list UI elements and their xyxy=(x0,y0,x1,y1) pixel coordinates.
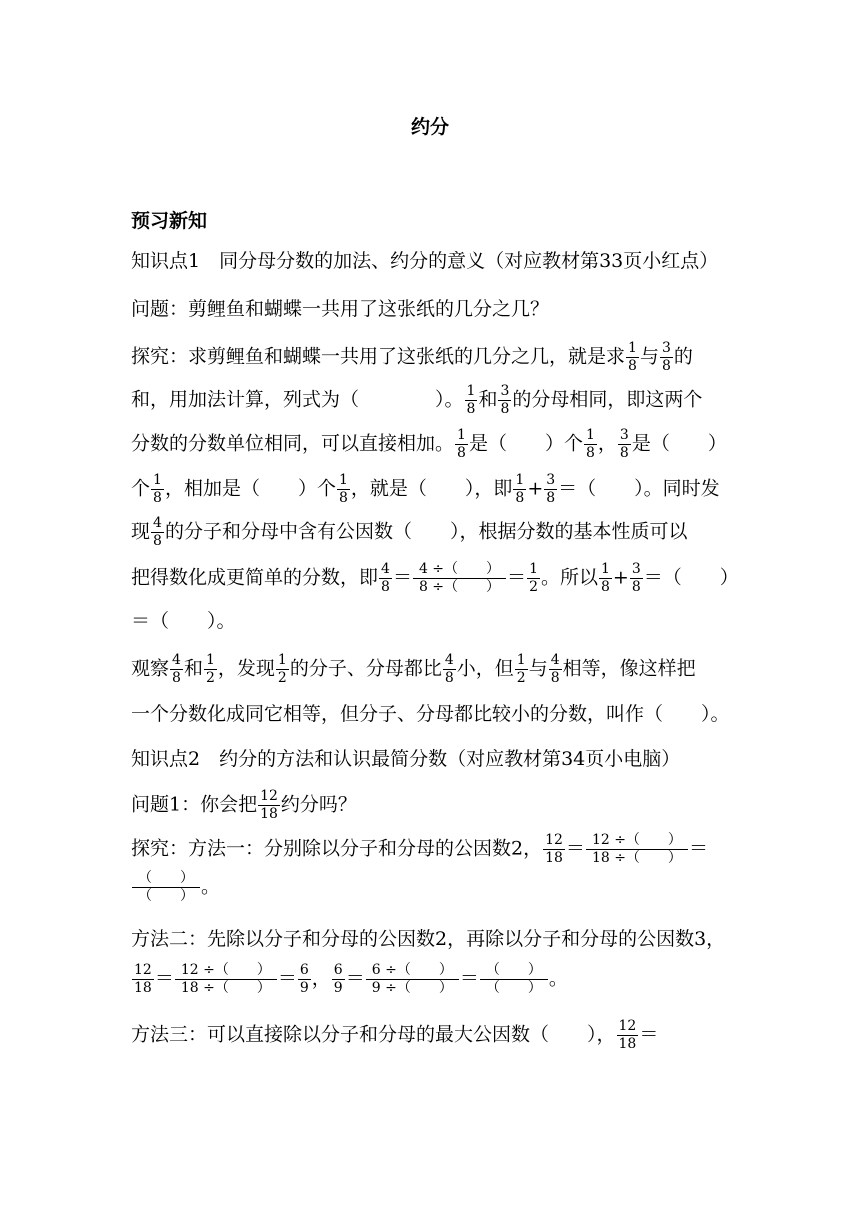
denominator: 8 xyxy=(619,445,629,461)
fraction xyxy=(515,652,528,687)
fraction xyxy=(151,515,164,550)
numerator: 1 xyxy=(205,652,215,668)
denominator: 8 xyxy=(466,401,476,417)
fraction xyxy=(527,561,540,596)
numerator: 1 xyxy=(585,427,595,443)
denominator: 8 xyxy=(444,670,454,686)
numerator: 3 xyxy=(631,561,641,577)
fraction xyxy=(132,870,200,905)
fraction xyxy=(366,962,459,997)
text: 的 xyxy=(673,345,693,368)
method-3-line xyxy=(131,1018,658,1053)
numerator: 12 xyxy=(618,1018,637,1034)
text: 和，用加法计算，列式为（ ）。 xyxy=(131,388,464,411)
text: ＝ xyxy=(688,837,708,860)
text: 探究：求剪鲤鱼和蝴蝶一共用了这张纸的几分之几，就是求 xyxy=(131,345,626,368)
text: 是（ ） xyxy=(631,432,727,455)
denominator: 8 xyxy=(153,490,162,506)
fraction xyxy=(413,561,506,596)
text: 把得数化成更简单的分数，即 xyxy=(131,566,379,589)
text: ＝ xyxy=(507,566,527,589)
denominator: 2 xyxy=(529,579,538,595)
text: ，发现 xyxy=(217,657,275,680)
method-1-line xyxy=(131,832,708,867)
numerator: 12 xyxy=(134,962,152,978)
numerator: 1 xyxy=(153,472,162,488)
text: 与 xyxy=(528,657,548,680)
numerator: 6 ÷（ ） xyxy=(366,962,459,980)
text: 分数的分数单位相同，可以直接相加。 xyxy=(131,432,455,455)
numerator: 1 xyxy=(515,472,525,488)
text: ， xyxy=(311,967,331,990)
denominator: 8 xyxy=(500,401,510,417)
denominator: （ ） xyxy=(485,980,542,996)
text: 与 xyxy=(639,345,659,368)
section-heading: 预习新知 xyxy=(131,210,208,232)
fraction xyxy=(465,383,478,418)
fraction xyxy=(586,832,688,867)
numerator: 1 xyxy=(457,427,466,443)
observe-line-1 xyxy=(131,652,696,687)
knowledge-point-2-heading: 知识点2 约分的方法和认识最简分数（对应教材第34页小电脑） xyxy=(131,748,681,770)
fraction xyxy=(543,832,565,867)
text: 探究：方法一：分别除以分子和分母的公因数2， xyxy=(131,837,543,860)
fraction xyxy=(132,962,154,997)
denominator: 18 ÷（ ） xyxy=(591,850,682,866)
text: 的分子和分母中含有公因数（ ），根据分数的基本性质可以 xyxy=(164,520,688,543)
denominator: 2 xyxy=(205,670,215,686)
numerator: （ ） xyxy=(480,962,548,980)
numerator: 6 xyxy=(299,962,309,978)
numerator: 1 xyxy=(338,472,348,488)
fraction xyxy=(151,472,164,507)
text: ＝（ ） xyxy=(643,566,739,589)
numerator: 4 xyxy=(153,515,162,531)
explore-line-3 xyxy=(131,427,727,462)
denominator: 8 xyxy=(457,445,466,461)
text: 。所以 xyxy=(540,566,598,589)
fraction xyxy=(332,962,345,997)
numerator: 3 xyxy=(661,340,671,356)
text: 是（ ）个 xyxy=(468,432,583,455)
denominator: 8 xyxy=(661,358,671,374)
text: ＝ xyxy=(345,967,365,990)
denominator: 8 xyxy=(172,670,181,686)
plus-sign: + xyxy=(612,566,629,589)
question-1: 问题：剪鲤鱼和蝴蝶一共用了这张纸的几分之几？ xyxy=(131,298,550,320)
fraction xyxy=(498,383,511,418)
numerator: 1 xyxy=(516,652,526,668)
denominator: 18 xyxy=(260,806,278,822)
denominator: 8 xyxy=(550,670,560,686)
numerator: 12 xyxy=(545,832,563,848)
denominator: （ ） xyxy=(138,888,194,904)
page-title: 约分 xyxy=(410,116,449,138)
text: ，相加是（ ）个 xyxy=(164,477,336,500)
text: ＝ xyxy=(154,967,174,990)
method-1-result-line xyxy=(131,870,220,905)
numerator: 12 xyxy=(260,788,278,804)
fraction xyxy=(480,962,548,997)
denominator: 8 xyxy=(628,358,637,374)
denominator: 9 xyxy=(299,980,309,996)
denominator: 8 xyxy=(601,579,610,595)
numerator: 12 ÷（ ） xyxy=(586,832,688,850)
denominator: 8 xyxy=(153,533,162,549)
numerator: 4 ÷（ ） xyxy=(413,561,506,579)
fraction xyxy=(584,427,597,462)
text: 的分子、分母都比 xyxy=(289,657,442,680)
text: 问题1：你会把 xyxy=(131,793,258,816)
text: ，就是（ ），即 xyxy=(350,477,513,500)
fraction xyxy=(513,472,526,507)
explore-line-6 xyxy=(131,561,739,596)
question-2-line xyxy=(131,788,357,823)
denominator: 18 xyxy=(134,980,152,996)
text: ＝ xyxy=(565,837,585,860)
numerator: 4 xyxy=(550,652,560,668)
fraction xyxy=(298,962,311,997)
numerator: 6 xyxy=(333,962,343,978)
fraction xyxy=(443,652,456,687)
fraction xyxy=(549,652,562,687)
denominator: 8 xyxy=(338,490,348,506)
fraction xyxy=(544,472,557,507)
denominator: 9 xyxy=(333,980,343,996)
fraction xyxy=(170,652,183,687)
fraction xyxy=(175,962,277,997)
fraction xyxy=(204,652,217,687)
text: 相等，像这样把 xyxy=(562,657,696,680)
numerator: 1 xyxy=(277,652,287,668)
method-2-line: 方法二：先除以分子和分母的公因数2，再除以分子和分母的公因数3， xyxy=(131,928,726,950)
denominator: 8 xyxy=(381,579,390,595)
denominator: 8 xyxy=(631,579,641,595)
fraction xyxy=(276,652,289,687)
text: ＝ xyxy=(392,566,412,589)
numerator: 3 xyxy=(546,472,556,488)
text: 。 xyxy=(548,967,568,990)
fraction xyxy=(599,561,612,596)
numerator: （ ） xyxy=(132,870,200,888)
text: 观察 xyxy=(131,657,170,680)
denominator: 9 ÷（ ） xyxy=(371,980,453,996)
text: 的分母相同，即这两个 xyxy=(512,388,703,411)
fraction xyxy=(455,427,468,462)
text: ＝ xyxy=(459,967,479,990)
text: 现 xyxy=(131,520,151,543)
numerator: 4 xyxy=(172,652,181,668)
denominator: 2 xyxy=(277,670,287,686)
text: ＝（ ）。同时发 xyxy=(558,477,720,500)
numerator: 4 xyxy=(444,652,454,668)
fraction xyxy=(617,1018,639,1053)
fraction xyxy=(630,561,643,596)
text: 个 xyxy=(131,477,151,500)
explore-line-1 xyxy=(131,340,693,375)
plus-sign: + xyxy=(527,477,544,500)
fraction xyxy=(626,340,639,375)
numerator: 1 xyxy=(628,340,637,356)
denominator: 8 ÷（ ） xyxy=(418,579,501,595)
numerator: 3 xyxy=(619,427,629,443)
fraction xyxy=(337,472,350,507)
text: 和 xyxy=(183,657,203,680)
explore-line-5 xyxy=(131,515,687,550)
denominator: 18 ÷（ ） xyxy=(180,980,271,996)
numerator: 4 xyxy=(381,561,390,577)
text: ， xyxy=(597,432,617,455)
text: 约分吗？ xyxy=(280,793,357,816)
numerator: 1 xyxy=(466,383,476,399)
text: 。 xyxy=(201,875,221,898)
knowledge-point-1-heading: 知识点1 同分母分数的加法、约分的意义（对应教材第33页小红点） xyxy=(131,250,719,272)
observe-line-2: 一个分数化成同它相等，但分子、分母都比较小的分数，叫作（ ）。 xyxy=(131,703,730,725)
numerator: 1 xyxy=(529,561,538,577)
fraction xyxy=(660,340,673,375)
explore-line-7: ＝（ ）。 xyxy=(131,610,236,632)
numerator: 3 xyxy=(500,383,510,399)
denominator: 8 xyxy=(546,490,556,506)
numerator: 12 ÷（ ） xyxy=(175,962,277,980)
method-2-equation-line xyxy=(131,962,568,997)
text: 小，但 xyxy=(456,657,514,680)
fraction xyxy=(379,561,392,596)
denominator: 8 xyxy=(515,490,525,506)
numerator: 1 xyxy=(601,561,610,577)
fraction xyxy=(618,427,631,462)
denominator: 2 xyxy=(516,670,526,686)
text: ＝ xyxy=(639,1023,659,1046)
text: ＝ xyxy=(277,967,297,990)
denominator: 8 xyxy=(585,445,595,461)
text: 和 xyxy=(478,388,498,411)
denominator: 18 xyxy=(545,850,563,866)
text: 方法三：可以直接除以分子和分母的最大公因数（ ）， xyxy=(131,1023,616,1046)
explore-line-4 xyxy=(131,472,720,507)
denominator: 18 xyxy=(618,1036,637,1052)
explore-line-2 xyxy=(131,383,702,418)
fraction xyxy=(258,788,280,823)
